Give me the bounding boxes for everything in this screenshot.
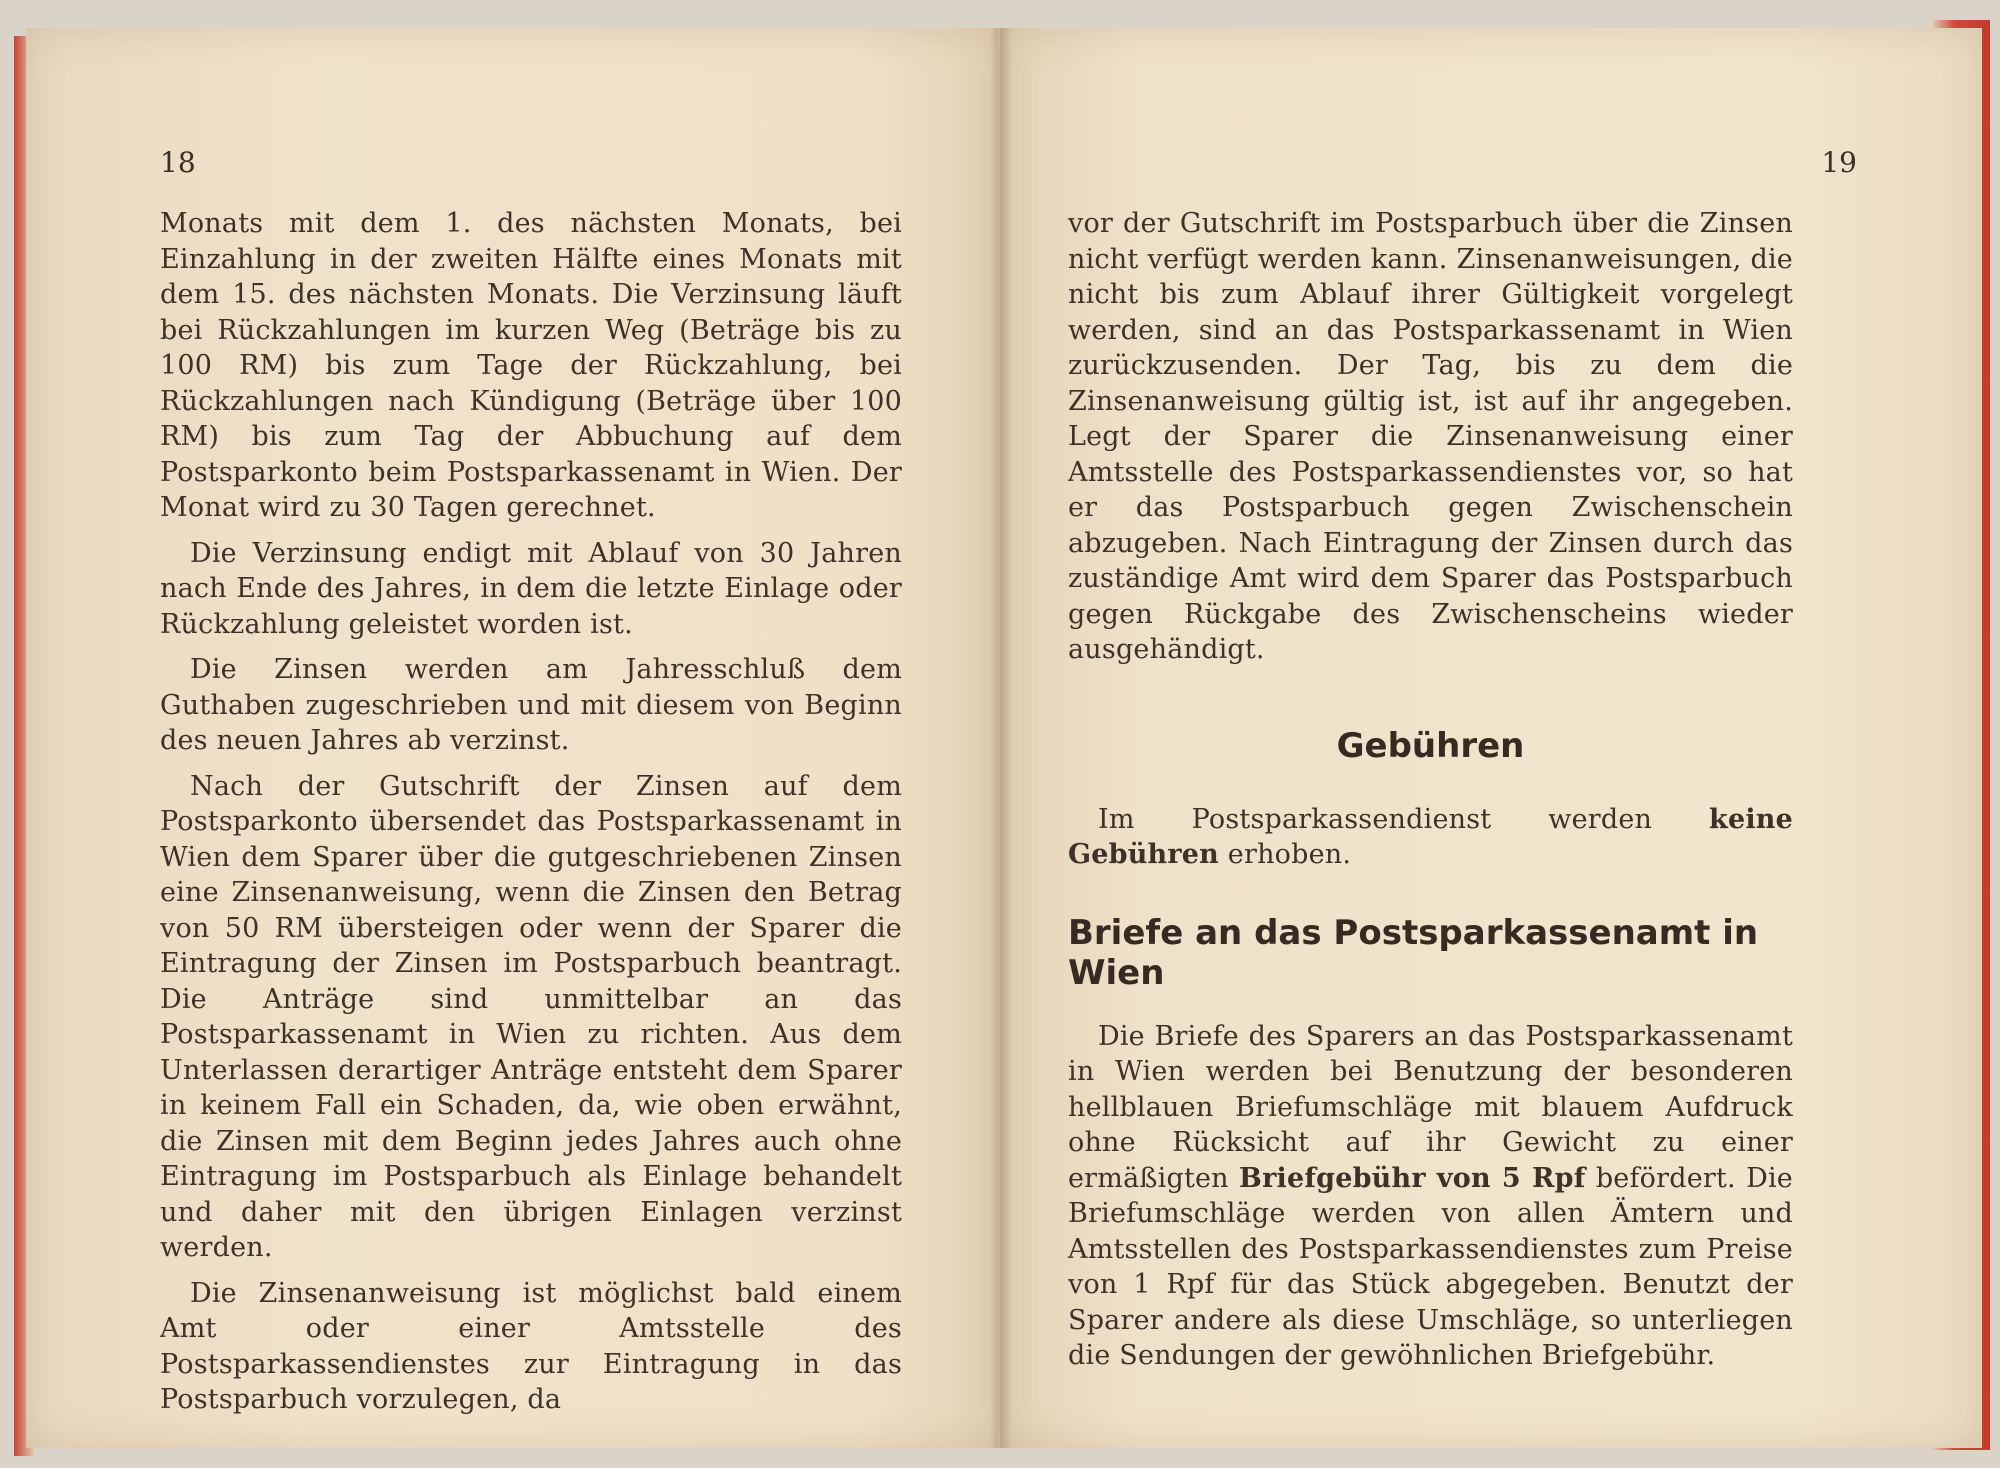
- right-page-text: [1068, 206, 1793, 1384]
- section-heading-letters: Briefe an das Postsparkassenamt in Wien: [1068, 912, 1759, 993]
- fees-paragraph: Im Postsparkassendienst werden keine Gebühren erhoben.: [1068, 803, 1793, 870]
- paragraph: Die Zinsenanweisung ist möglichst bald einem Amt oder einer Amtsstelle des Postsparkassendienstes zur Eintragung in das Postsparbuch vorzulegen, da: [160, 1277, 902, 1415]
- paragraph: vor der Gutschrift im Postsparbuch über die Zinsen nicht verfügt werden kann. Zinsenanweisungen, die nicht bis zum Ablauf ihrer Gültigkeit vorgelegt werden, sind an das Postsparkassenamt in Wien zurückzusenden. Der Tag, bis zu dem die Zinsenanweisung gültig ist, ist auf ihr angegeben. Legt der Sparer die Zinsenanweisung einer Amtsstelle des Postsparkassendienstes vor, so hat er das Postsparbuch gegen Zwischenschein abzugeben. Nach Eintragung der Zinsen durch das zuständige Amt wird dem Sparer das Postsparbuch gegen Rückgabe des Zwischenscheins wieder ausgehändigt.: [1068, 208, 1793, 665]
- paragraph: Monats mit dem 1. des nächsten Monats, bei Einzahlung in der zweiten Hälfte eines Monats mit dem 15. des nächsten Monats. Die Verzinsung läuft bei Rückzahlungen im kurzen Weg (Beträge bis zu 100 RM) bis zum Tage der Rückzahlung, bei Rückzahlungen nach Kündigung (Beträge über 100 RM) bis zum Tag der Abbuchung auf dem Postsparkonto beim Postsparkassenamt in Wien. Der Monat wird zu 30 Tagen gerechnet.: [160, 208, 902, 523]
- page-number-left: 18: [160, 146, 196, 179]
- page-number-right: 19: [1821, 146, 1857, 179]
- right-page: [1000, 28, 1982, 1448]
- paragraph: Die Verzinsung endigt mit Ablauf von 30 Jahren nach Ende des Jahres, in dem die letzte Einlage oder Rückzahlung geleistet worden ist.: [160, 537, 902, 640]
- left-page-text: [160, 206, 902, 1428]
- paragraph: Die Zinsen werden am Jahresschluß dem Guthaben zugeschrieben und mit diesem von Beginn des neuen Jahres ab verzinst.: [160, 654, 902, 756]
- letters-paragraph: Die Briefe des Sparers an das Postsparkassenamt in Wien werden bei Benutzung der besonderen hellblauen Briefumschläge mit blauem Aufdruck ohne Rücksicht auf ihr Gewicht zu einer ermäßigten Briefgebühr von 5 Rpf befördert. Die Briefumschläge werden von allen Ämtern und Amtsstellen des Postsparkassendienstes zum Preise von 1 Rpf für das Stück abgegeben. Benutzt der Sparer andere als diese Umschläge, so unterliegen die Sendungen der gewöhnlichen Briefgebühr.: [1068, 1020, 1793, 1371]
- paragraph: Nach der Gutschrift der Zinsen auf dem Postsparkonto übersendet das Postsparkassenamt in Wien dem Sparer über die gutgeschriebenen Zinsen eine Zinsenanweisung, wenn die Zinsen den Betrag von 50 RM übersteigen oder wenn der Sparer die Eintragung der Zinsen im Postsparbuch beantragt. Die Anträge sind unmittelbar an das Postsparkassenamt in Wien zu richten. Aus dem Unterlassen derartiger Anträge entsteht dem Sparer in keinem Fall ein Schaden, da, wie oben erwähnt, die Zinsen mit dem Beginn jedes Jahres auch ohne Eintragung im Postsparbuch als Einlage behandelt und daher mit den übrigen Einlagen verzinst werden.: [160, 770, 902, 1263]
- left-page: [26, 28, 998, 1448]
- book-gutter: [990, 28, 1012, 1448]
- section-heading-fees: Gebühren: [1336, 725, 1525, 766]
